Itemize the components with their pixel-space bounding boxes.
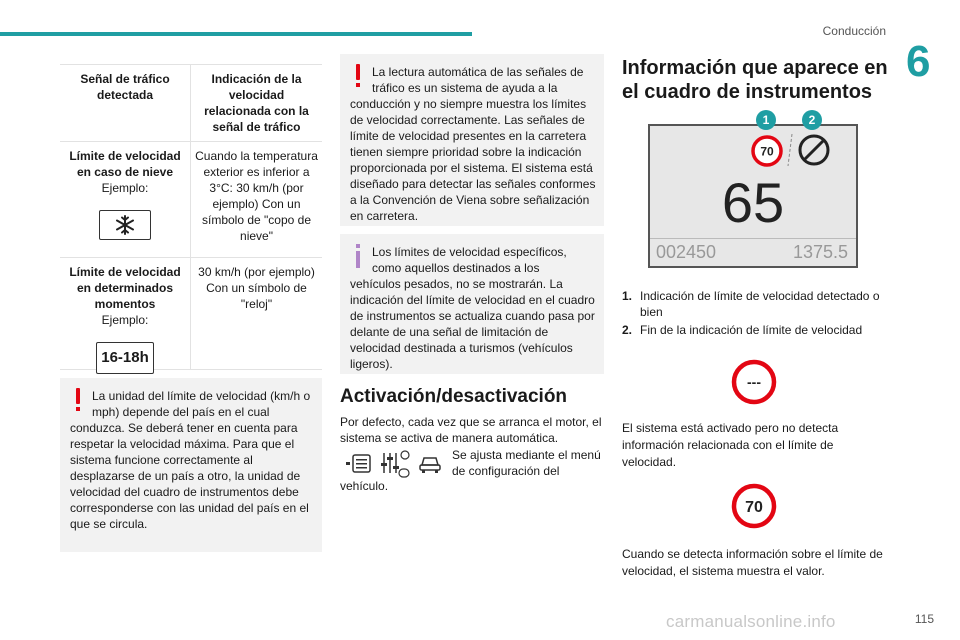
instrument-panel-illustration <box>648 124 858 268</box>
list-item-number: 2. <box>622 323 633 337</box>
callout-1: 1 <box>756 110 776 130</box>
settings-text: Se ajusta mediante el menú de configuración del <box>452 448 601 478</box>
list-item-number: 1. <box>622 289 633 303</box>
page-number: 115 <box>914 612 934 626</box>
time-range-sign-text: 16-18h <box>101 349 149 366</box>
row-title: Límite de velocidad en caso de nieve <box>69 149 181 179</box>
odometer: 002450 <box>656 242 717 262</box>
traffic-sign-table <box>60 64 322 370</box>
instrument-legend-list <box>622 288 892 338</box>
note-text: Los límites de velocidad específicos, como aquellos destinados a los <box>372 245 567 275</box>
watermark: carmanualsonline.info <box>666 612 836 631</box>
note-text: La unidad del límite de velocidad (km/h o mph) depende del país en el cual <box>92 389 311 419</box>
trip-meter: 1375.5 <box>792 242 848 262</box>
table-cell <box>60 142 191 257</box>
list-item <box>622 322 892 338</box>
detected-limit-sign <box>730 482 778 530</box>
divider-hatching <box>787 132 793 168</box>
settings-icons <box>346 449 442 479</box>
activation-text: Por defecto, cada vez que se arranca el motor, el sistema se activa de manera automática. <box>340 415 602 445</box>
screen-icon <box>346 453 372 475</box>
row-title: Límite de velocidad en determinados momentos <box>69 265 181 311</box>
warning-icon <box>354 64 360 88</box>
no-detect-text: El sistema está activado pero no detecta información relacionada con el límite de velocidad. <box>622 421 839 469</box>
info-icon <box>354 244 360 268</box>
table-header-cell: Indicación de la velocidad relacionada con la señal de tráfico <box>204 72 309 134</box>
snowflake-sign <box>99 210 151 240</box>
warning-icon <box>74 388 80 412</box>
sliders-icon <box>380 449 410 479</box>
current-speed: 65 <box>721 171 785 234</box>
snowflake-icon <box>114 214 136 236</box>
speed-limit-sign <box>750 134 784 168</box>
table-cell: Cuando la temperatura exterior es inferior a 3°C: 30 km/h (por ejemplo) Con un símbolo de "copo de nieve" <box>195 149 318 243</box>
chapter-number: 6 <box>906 37 931 86</box>
settings-text-tail: vehículo. <box>340 479 389 493</box>
row-example-label: Ejemplo: <box>101 181 149 195</box>
warning-note-units <box>60 378 322 552</box>
note-text: conducción y no siempre muestra los límites de velocidad correctamente. Las señales de límite de velocidad presentes en la carretera tienen siempre prioridad sobre la indicación proporcionada por el sistema. El sistema está diseñado para detectar las señales conformes a la Convención de Viena sobre señalización en carretera. <box>350 97 596 223</box>
activation-heading: Activación/desactivación <box>340 386 568 407</box>
table-header-cell: Señal de tráfico detectada <box>60 65 191 141</box>
warning-note-reading <box>340 54 604 226</box>
table-header-row <box>60 65 322 142</box>
no-limit-dashes: --- <box>747 374 761 390</box>
end-of-limit-sign <box>796 132 832 168</box>
no-limit-detected-sign <box>730 358 778 406</box>
callout-2: 2 <box>802 110 822 130</box>
car-icon <box>418 453 442 475</box>
detect-text: Cuando se detecta información sobre el límite de velocidad, el sistema muestra el valor. <box>622 547 883 578</box>
detected-limit-value: 70 <box>745 499 763 516</box>
header-accent-bar <box>0 32 472 36</box>
row-example-label: Ejemplo: <box>101 313 149 327</box>
dash-separator <box>650 238 856 239</box>
time-range-sign <box>96 342 154 374</box>
note-text: La lectura automática de las señales de tráfico es un sistema de ayuda a la <box>372 65 584 95</box>
list-item-text: Indicación de límite de velocidad detectado o bien <box>640 289 880 319</box>
table-row <box>60 258 322 370</box>
speed-limit-value: 70 <box>760 144 774 159</box>
table-cell <box>60 258 191 369</box>
note-text: vehículos pesados, no se mostrarán. La indicación del límite de velocidad en el cuadro de instrumentos se actualiza cuando pasa por delante de una señal de limitación de velocidad destinada a turismos (vehículos ligeros). <box>350 277 595 371</box>
table-cell: 30 km/h (por ejemplo) Con un símbolo de "reloj" <box>198 265 315 311</box>
info-note-limits <box>340 234 604 374</box>
instruments-heading: Información que aparece en el cuadro de instrumentos <box>622 57 888 103</box>
chapter-title: Conducción <box>822 24 886 38</box>
table-row <box>60 142 322 258</box>
note-text: conduzca. Se deberá tener en cuenta para respetar la velocidad máxima. Para que el sistema funcione correctamente al desplazarse de un país a otro, la unidad de velocidad del cuadro de instrumentos debe corresponderse con las unidad del país en el que se circula. <box>70 421 309 531</box>
list-item-text: Fin de la indicación de límite de velocidad <box>640 323 863 337</box>
list-item <box>622 288 892 320</box>
